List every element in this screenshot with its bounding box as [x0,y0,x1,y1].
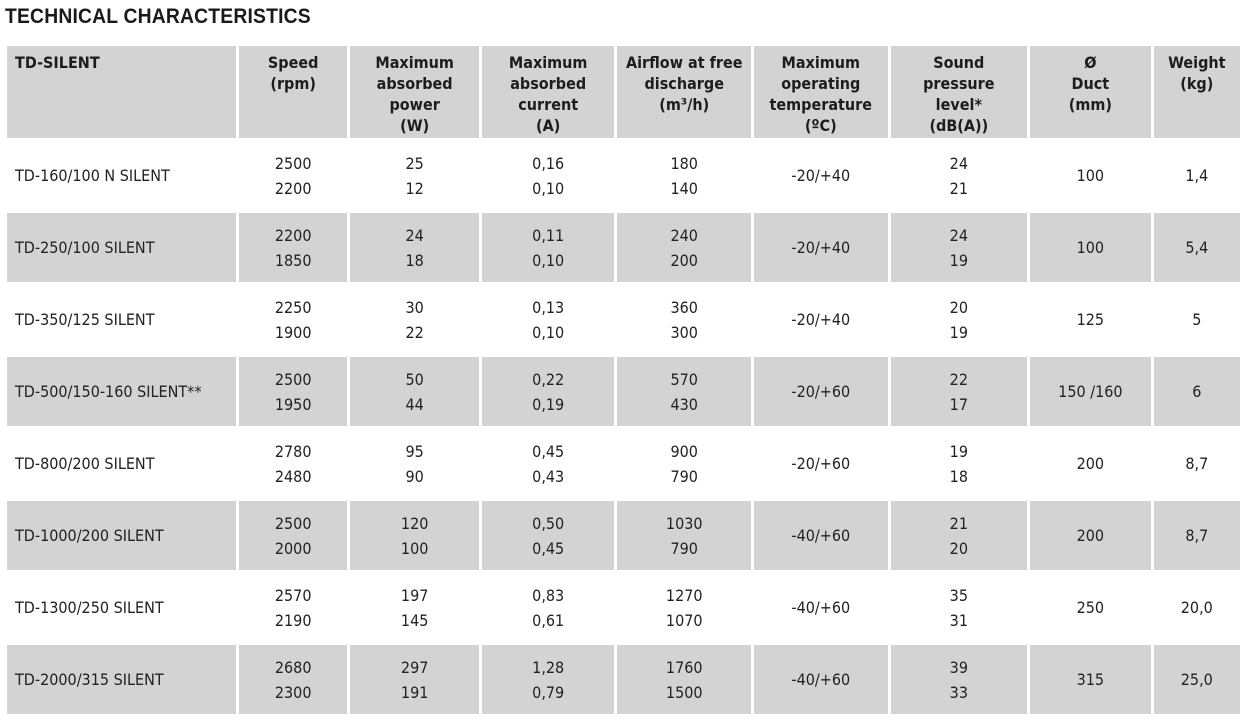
power-value: 50 [405,369,424,389]
model-cell [7,573,236,642]
speed-cell [239,573,347,642]
duct-cell [1030,141,1150,210]
sound-value: 19 [949,322,968,342]
speed-value: 1850 [274,250,312,270]
weight-value: 5,4 [1185,238,1209,257]
current-cell [482,357,615,426]
column-header-line: absorbed [376,74,453,93]
weight-cell [1154,285,1240,354]
column-header-line: Speed [267,53,319,72]
current-value: 1,28 [532,657,565,677]
duct-cell [1030,213,1150,282]
power-value: 22 [405,322,424,342]
power-cell [350,285,479,354]
speed-cell [239,141,347,210]
speed-cell [239,501,347,570]
sound-value: 19 [949,250,968,270]
duct-cell [1030,429,1150,498]
speed-value: 2000 [274,538,312,558]
power-value: 191 [400,682,429,702]
column-header-line: Airflow at free [625,53,743,72]
airflow-value: 430 [670,394,698,414]
duct-value: 100 [1076,238,1105,257]
power-value: 24 [405,225,424,245]
column-header-line: (mm) [1068,95,1112,114]
power-value: 30 [405,297,424,317]
power-value: 197 [400,585,429,605]
table-row [7,141,1240,210]
airflow-value: 360 [670,297,698,317]
airflow-value: 140 [670,178,698,198]
temperature-cell [754,573,888,642]
power-cell [350,357,479,426]
column-header-line: Sound [933,53,985,72]
sound-cell [891,357,1028,426]
model-value: TD-350/125 SILENT [15,310,155,329]
current-value: 0,10 [532,178,565,198]
duct-cell [1030,501,1150,570]
power-cell [350,501,479,570]
power-value: 100 [400,538,429,558]
duct-cell [1030,357,1150,426]
weight-cell [1154,573,1240,642]
airflow-value: 1760 [665,657,703,677]
sound-cell [891,645,1028,714]
speed-value: 2780 [274,441,312,461]
column-header-line: Maximum [508,53,588,72]
speed-value: 2200 [274,178,312,198]
column-header-line: Ø [1084,53,1097,72]
speed-value: 2200 [274,225,312,245]
current-cell [482,501,615,570]
temperature-value: -20/+40 [791,166,851,185]
weight-cell [1154,357,1240,426]
current-value: 0,10 [532,250,565,270]
column-header-power [350,46,479,138]
table-body [7,141,1240,714]
current-value: 0,19 [532,394,565,414]
column-header-line: (ºC) [804,116,837,135]
sound-value: 31 [949,610,968,630]
current-value: 0,13 [532,297,565,317]
temperature-cell [754,213,888,282]
temperature-cell [754,645,888,714]
sound-value: 20 [949,297,968,317]
current-value: 0,45 [532,538,565,558]
airflow-value: 1270 [665,585,703,605]
column-header-line: discharge [644,74,724,93]
weight-value: 8,7 [1185,526,1209,545]
column-header-line: (m³/h) [659,95,710,114]
model-value: TD-2000/315 SILENT [15,670,164,689]
sound-value: 39 [949,657,968,677]
airflow-value: 180 [670,153,698,173]
temperature-value: -40/+60 [791,670,851,689]
current-cell [482,285,615,354]
column-header-duct [1030,46,1150,138]
sound-value: 20 [949,538,968,558]
current-cell [482,645,615,714]
airflow-cell [617,141,751,210]
model-cell [7,141,236,210]
current-value: 0,11 [532,225,565,245]
column-header-line: power [389,95,440,114]
power-cell [350,429,479,498]
sound-value: 18 [949,466,968,486]
current-value: 0,43 [532,466,565,486]
temperature-cell [754,357,888,426]
sound-cell [891,501,1028,570]
power-cell [350,645,479,714]
speed-cell [239,357,347,426]
airflow-cell [617,501,751,570]
airflow-value: 200 [670,250,698,270]
weight-value: 5 [1192,310,1202,329]
sound-value: 21 [949,513,968,533]
column-header-line: (rpm) [270,74,316,93]
column-header-line: temperature [769,95,873,114]
speed-cell [239,213,347,282]
speed-value: 2250 [274,297,312,317]
power-value: 25 [405,153,424,173]
sound-cell [891,429,1028,498]
column-header-line: (W) [400,116,430,135]
weight-cell [1154,645,1240,714]
power-cell [350,141,479,210]
column-header-weight [1154,46,1240,138]
duct-value: 100 [1076,166,1105,185]
duct-cell [1030,285,1150,354]
temperature-value: -20/+60 [791,382,851,401]
airflow-value: 570 [670,369,698,389]
column-header-line: absorbed [510,74,587,93]
table-row [7,429,1240,498]
temperature-cell [754,141,888,210]
column-header-line: (dB(A)) [929,116,989,135]
model-cell [7,285,236,354]
model-value: TD-800/200 SILENT [15,454,155,473]
power-value: 297 [400,657,429,677]
sound-value: 22 [949,369,968,389]
sound-cell [891,285,1028,354]
power-value: 44 [405,394,424,414]
current-value: 0,10 [532,322,565,342]
model-cell [7,213,236,282]
speed-value: 2500 [274,369,312,389]
temperature-value: -20/+60 [791,454,851,473]
speed-value: 2190 [274,610,312,630]
column-header-line: Maximum [375,53,454,72]
speed-value: 2680 [274,657,312,677]
airflow-value: 1070 [665,610,703,630]
current-value: 0,50 [532,513,565,533]
duct-value: 200 [1076,454,1105,473]
speed-cell [239,645,347,714]
model-cell [7,501,236,570]
weight-cell [1154,501,1240,570]
power-value: 120 [400,513,429,533]
airflow-value: 300 [670,322,698,342]
column-header-sound [891,46,1028,138]
current-value: 0,22 [532,369,565,389]
power-cell [350,573,479,642]
power-value: 95 [405,441,424,461]
power-value: 145 [400,610,429,630]
model-cell [7,645,236,714]
technical-characteristics-table [4,43,1243,717]
current-cell [482,141,615,210]
weight-value: 20,0 [1180,598,1213,617]
weight-value: 25,0 [1180,670,1213,689]
weight-cell [1154,429,1240,498]
sound-value: 21 [949,178,968,198]
weight-value: 8,7 [1185,454,1209,473]
airflow-value: 1500 [665,682,703,702]
weight-value: 6 [1192,382,1202,401]
table-row [7,285,1240,354]
airflow-cell [617,357,751,426]
current-value: 0,45 [532,441,565,461]
model-value: TD-250/100 SILENT [15,238,155,257]
sound-value: 24 [949,153,968,173]
temperature-cell [754,429,888,498]
page-title: TECHNICAL CHARACTERISTICS [5,5,311,28]
model-value: TD-1300/250 SILENT [15,598,164,617]
column-header-airflow [617,46,751,138]
speed-value: 2570 [274,585,312,605]
speed-cell [239,285,347,354]
temperature-value: -20/+40 [791,238,851,257]
column-header-line: (A) [536,116,561,135]
airflow-cell [617,213,751,282]
column-header-line: (kg) [1180,74,1214,93]
model-cell [7,357,236,426]
table-row [7,645,1240,714]
power-value: 12 [405,178,424,198]
sound-value: 24 [949,225,968,245]
temperature-cell [754,285,888,354]
current-value: 0,16 [532,153,565,173]
sound-cell [891,141,1028,210]
table-row [7,213,1240,282]
sound-value: 17 [949,394,968,414]
airflow-cell [617,285,751,354]
temperature-value: -40/+60 [791,598,851,617]
duct-cell [1030,573,1150,642]
table-row [7,501,1240,570]
sound-value: 35 [949,585,968,605]
column-header-current [482,46,615,138]
airflow-value: 790 [670,538,698,558]
sound-cell [891,213,1028,282]
airflow-cell [617,429,751,498]
sound-value: 19 [949,441,968,461]
temperature-value: -20/+40 [791,310,851,329]
duct-cell [1030,645,1150,714]
airflow-cell [617,645,751,714]
temperature-cell [754,501,888,570]
model-value: TD-160/100 N SILENT [15,166,170,185]
duct-value: 150 /160 [1058,382,1123,401]
speed-cell [239,429,347,498]
speed-value: 2500 [274,513,312,533]
model-cell [7,429,236,498]
duct-value: 315 [1076,670,1105,689]
column-header-line: TD-SILENT [15,53,100,72]
power-cell [350,213,479,282]
speed-value: 2300 [274,682,312,702]
airflow-value: 1030 [665,513,703,533]
column-header-line: Weight [1168,53,1226,72]
sound-cell [891,573,1028,642]
weight-value: 1,4 [1185,166,1209,185]
weight-cell [1154,141,1240,210]
airflow-cell [617,573,751,642]
weight-cell [1154,213,1240,282]
speed-value: 2480 [274,466,312,486]
temperature-value: -40/+60 [791,526,851,545]
current-cell [482,573,615,642]
column-header-line: Maximum [781,53,861,72]
model-value: TD-500/150-160 SILENT** [15,382,202,401]
duct-value: 250 [1076,598,1105,617]
table-header-row [7,46,1240,138]
current-cell [482,213,615,282]
column-header-line: pressure [923,74,995,93]
column-header-line: level* [935,95,982,114]
airflow-value: 240 [670,225,698,245]
column-header-speed [239,46,347,138]
current-value: 0,83 [532,585,565,605]
power-value: 90 [405,466,424,486]
airflow-value: 900 [670,441,698,461]
power-value: 18 [405,250,424,270]
column-header-line: operating [781,74,861,93]
speed-value: 1950 [274,394,312,414]
sound-value: 33 [949,682,968,702]
column-header-line: Duct [1071,74,1110,93]
airflow-value: 790 [670,466,698,486]
column-header-temperature [754,46,888,138]
table-row [7,573,1240,642]
speed-value: 2500 [274,153,312,173]
speed-value: 1900 [274,322,312,342]
current-cell [482,429,615,498]
column-header-model [7,46,236,138]
duct-value: 125 [1076,310,1105,329]
column-header-line: current [518,95,579,114]
duct-value: 200 [1076,526,1105,545]
current-value: 0,79 [532,682,565,702]
table-row [7,357,1240,426]
current-value: 0,61 [532,610,565,630]
model-value: TD-1000/200 SILENT [15,526,164,545]
